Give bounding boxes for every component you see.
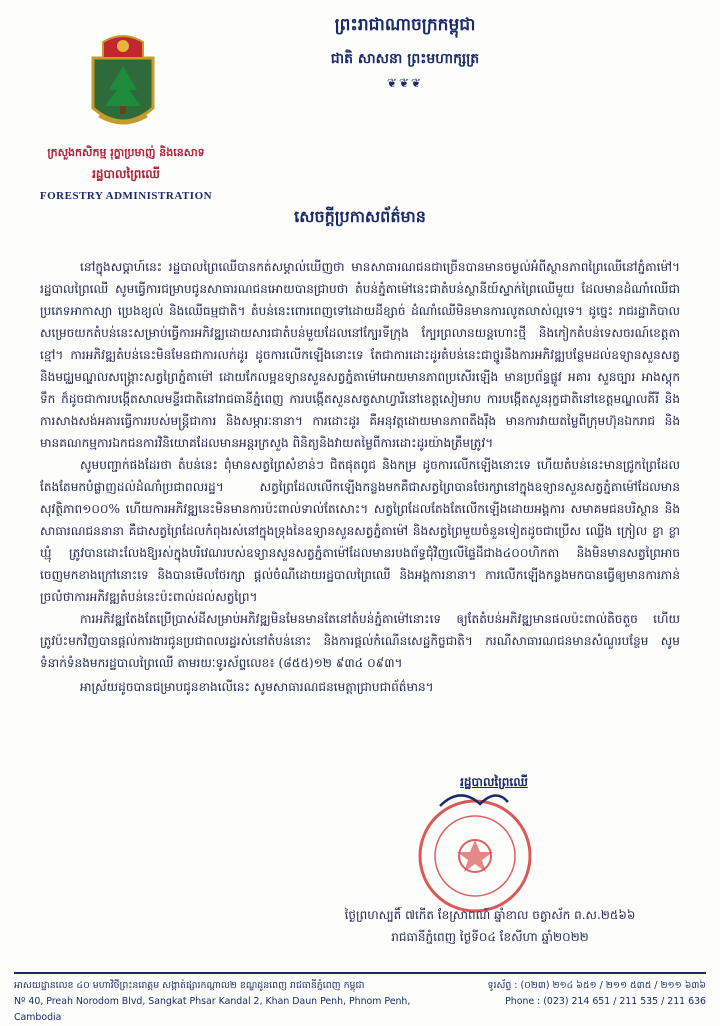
footer-phone bbox=[456, 978, 706, 1010]
motto-ornament: ❦❦❦ bbox=[386, 76, 424, 90]
date-block bbox=[300, 904, 680, 948]
phone-english: Phone : (023) 214 651 / 211 535 / 211 636 bbox=[505, 996, 706, 1007]
paragraph-4: អាស្រ័យដូចបានជម្រាបជូនខាងលើនេះ សូមសាធារណជនមេត្តាជ្រាបជាព័ត៌មាន។ bbox=[80, 680, 434, 694]
document-title: សេចក្តីប្រកាសព័ត៌មាន bbox=[294, 207, 426, 226]
footer-divider bbox=[14, 972, 706, 974]
signoff-label: រដ្ឋបាលព្រៃឈើ bbox=[460, 775, 528, 789]
paragraph-1: នៅក្នុងសប្តាហ៍នេះ រដ្ឋបាលព្រៃឈើបានកត់សម្គាល់ឃើញថា មានសាធារណជនជាច្រើនបានមានចម្ងល់អំពីស្ថានភាពព្រៃឈើនៅភ្នំតាម៉ៅ។ រដ្ឋបាលព្រៃឈើ សូមធ្វើការជម្រាបជូនសាធារណជនអោយបានជ្រាបថា តំបន់ភ្នំតាម៉ៅនេះជាតំបន់ស្ថានីយ៍ស្ទាក់ព្រៃឈើមួយ ដែលមានដំណាំឈើជាប្រភេទអាកាស្យា ប្រេងខ្យល់ និងឈើធម្មជាតិ។ តំបន់នេះពោរពេញទៅដោយដីខ្សាច់ ដំណាំឈើមិនមានការលូតលាស់ល្អទេ។ ដូច្នេះ រាជរដ្ឋាភិបាលសម្រេចយកតំបន់នេះសម្រាប់ធ្វើការអភិវឌ្ឍដោយសារជាតំបន់មួយដែលនៅក្បែរទីក្រុង ក្បែរព្រលានយន្តហោះថ្មី និងកៀកតំបន់ទេសចរណ៍ខេត្តតាខ្មៅ។ ការអភិវឌ្ឍតំបន់នេះមិនមែនជាការលក់ដូរ ដូចការលើកឡើងនោះទេ តែជាការដោះដូរតំបន់នេះជាថ្នូរនឹងការអភិវឌ្ឍបន្ថែមដល់ឧទ្យានសួនសត្វ និងមជ្ឈមណ្ឌលសង្គ្រោះសត្វព្រៃភ្នំតាម៉ៅ ដោយកែលម្អឧទ្យានសួនសត្វភ្នំតាម៉ៅអោយមានភាពប្រសើរឡើង មានប្រព័ន្ធផ្លូវ អគារ សួនច្បារ អាងស្តុកទឹក ក៏ដូចជាការបង្កើតសាលមន្ទីរជាតិនៅរាជធានីភ្នំពេញ ការបង្កើតសួនសត្វសាហ្វារីនៅខេត្តសៀមរាប ការបង្កើតសួនរុក្ខជាតិនៅខេត្តមណ្ឌលគីរី និងការសាងសង់អគារធ្វើការរបស់មន្ត្រីជាការ និងសម្ភារៈនានា។ ការដោះដូរ គឺអនុវត្តដោយមានភាពតឹងរ៉ឹង មានការវាយតម្លៃពីក្រុមហ៊ុនឯករាជ និងមានគណកម្មការឯកជនការវិនិយោគដែលមានអន្តរក្រសួង ពិនិត្យនិងវាយតម្លៃពីការដោះដូរយ៉ាងត្រឹមត្រូវ។ bbox=[40, 260, 680, 450]
footer-address bbox=[14, 978, 454, 1026]
forestry-emblem-logo bbox=[85, 30, 161, 138]
address-khmer: អាសយដ្ឋានលេខ ៤០ មហាវិថីព្រះនរោត្តម សង្កាត់ផ្សារកណ្តាល២ ខណ្ឌដូនពេញ រាជធានីភ្នំពេញ កម្ពុជា bbox=[14, 980, 365, 991]
kingdom-title: ព្រះរាជាណាចក្រកម្ពុជា bbox=[334, 15, 476, 35]
solar-date: រាជធានីភ្នំពេញ ថ្ងៃទី០៤ ខែសីហា ឆ្នាំ២០២២ bbox=[391, 930, 589, 944]
paragraph-2: សូមបញ្ជាក់ផងដែរថា តំបន់នេះ ពុំមានសត្វព្រៃសំខាន់ៗ ជិតផុតពូជ និងកម្រ ដូចការលើកឡើងនោះទេ ហើយតំបន់នេះមានជ្រូកព្រៃដែលតែងតែមកបំផ្លាញដល់ដំណាំប្រជាពលរដ្ឋ។ សត្វព្រៃដែលលើកឡើងកន្លងមកគឺជាសត្វព្រៃបានថែរក្សានៅក្នុងឧទ្យានសួនសត្វភ្នំតាម៉ៅដែលមានសុវត្ថិភាព១០០% ហើយការអភិវឌ្ឍនេះមិនមានការប៉ះពាល់ទាល់តែសោះ។ សត្វព្រៃដែលតែងតែលើកឡើងដោយអង្គការ សមាគមជនបរិស្ថាន និងសាធារណជននានា គឺជាសត្វព្រៃដែលកំពុងរស់នៅក្នុងទ្រុងនៃឧទ្យានសួនសត្វភ្នំតាម៉ៅ និងសត្វព្រៃមួយចំនួនទៀតដូចជាប្រើស ឈ្លើង ក្រៀល ខ្លា ខ្លាឃ្មុំ ត្រូវបានដោះលែងឱ្យរស់ក្នុងបរិវេណរបស់ឧទ្យានសួនសត្វភ្នំតាម៉ៅដែលមានរបងព័ទ្ធជុំវិញលើផ្ទៃដីជាង៤០០ហិកតា និងមិនមានសត្វព្រៃអាចចេញមកខាងក្រៅនោះទេ និងបានមើលថែរក្សា ផ្តល់ចំណីដោយរដ្ឋបាលព្រៃឈើ និងអង្គការនានា។ ការលើកឡើងកន្លងមកបានធ្វើឲ្យមានការភាន់ច្រលំថាការអភិវឌ្ឍតំបន់នេះប៉ះពាល់ដល់សត្វព្រៃ។ bbox=[40, 458, 680, 604]
ministry-block bbox=[20, 146, 232, 202]
kingdom-header bbox=[250, 14, 560, 90]
document-body bbox=[40, 256, 680, 698]
ministry-department: រដ្ឋបាលព្រៃឈើ bbox=[92, 167, 160, 181]
kingdom-motto: ជាតិ សាសនា ព្រះមហាក្សត្រ bbox=[330, 51, 480, 67]
paragraph-3: ការអភិវឌ្ឍតែងតែប្រើប្រាស់ដីសម្រាប់អភិវឌ្ឍមិនមែនមានតែនៅតំបន់ភ្នំតាម៉ៅនោះទេ ឲ្យតែតំបន់អភិវឌ្ឍមានផលប៉ះពាល់តិចតួច ហើយត្រូវប៉ះមកវិញបានផ្តល់ការងារជូនប្រជាពលរដ្ឋរស់នៅតំបន់នោះ និងការផ្តល់កំណើនសេដ្ឋកិច្ចជាតិ។ ករណីសាធារណជនមានសំណួរបន្ថែម សូមទំនាក់ទំនងមករដ្ឋបាលព្រៃឈើ តាមរយៈទូរស័ព្ទលេខ៖ (៨៥៥)១២ ៩៣៤ ០៩៣។ bbox=[40, 612, 680, 670]
ministry-name: ក្រសួងកសិកម្ម រុក្ខាប្រមាញ់ និងនេសាទ bbox=[47, 146, 205, 159]
lunar-date: ថ្ងៃព្រហស្បតិ៍ ៧កើត ខែស្រាពណ៍ ឆ្នាំខាល ចត្វាស័ក ព.ស.២៥៦៦ bbox=[344, 908, 636, 922]
phone-khmer: ទូរស័ព្ទ : (០២៣) ២១៤ ៦៥១ / ២១១ ៥៣៥ / ២១១ ៦៣៦ bbox=[487, 980, 706, 991]
address-english: Nº 40, Preah Norodom Blvd, Sangkat Phsar Kandal 2, Khan Daun Penh, Phnom Penh, Cambodia bbox=[14, 996, 411, 1023]
ministry-english-name: FORESTRY ADMINISTRATION bbox=[39, 190, 213, 202]
